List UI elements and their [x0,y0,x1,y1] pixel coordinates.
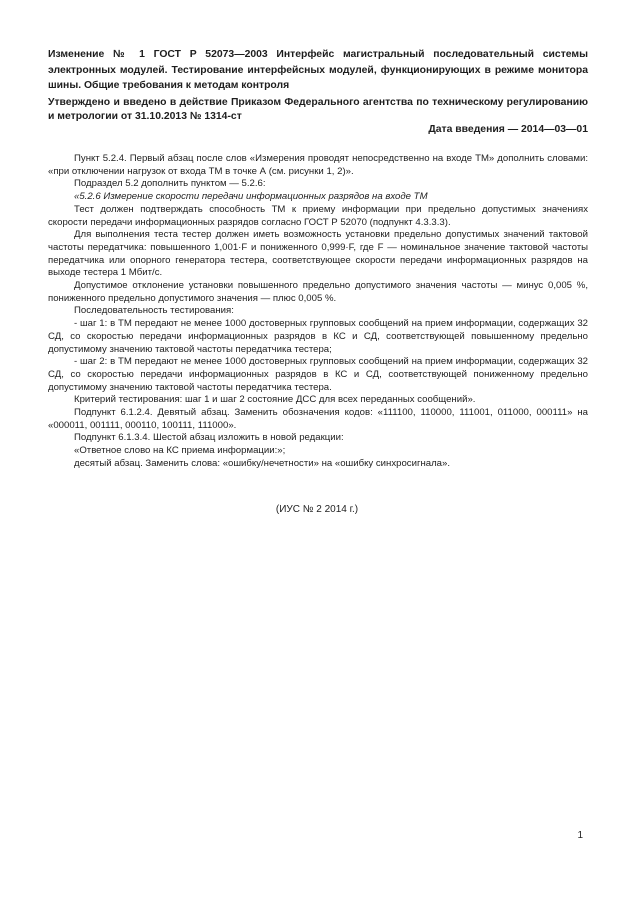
paragraph-6-1-2-4: Подпункт 6.1.2.4. Девятый абзац. Заменить обозначения кодов: «111100, 110000, 111001, 011000, 000111» на «000011, 001111, 000110, 100111, 111000». [48,407,588,431]
paragraph-test-criterion: Критерий тестирования: шаг 1 и шаг 2 состояние ДСС для всех переданных сообщений». [74,394,476,406]
approval-statement: Утверждено и введено в действие Приказом Федерального агентства по техническому регулированию и метрологии от 31.10.2013 № 1314-ст [48,97,588,122]
paragraph-5-2-4: Пункт 5.2.4. Первый абзац после слов «Измерения проводят непосредственно на входе ТМ» дополнить словами: «при отключении нагрузок от входа ТМ в точке А (см. рисунки 1, 2)». [48,153,588,177]
paragraph-tolerance: Допустимое отклонение установки повышенного предельно допустимого значения частоты — минус 0,005 %, пониженного предельно допустимого значения — плюс 0,005 %. [48,280,588,304]
paragraph-subsection-5-2: Подраздел 5.2 дополнить пунктом — 5.2.6: [74,178,266,190]
paragraph-step-2: - шаг 2: в ТМ передают не менее 1000 достоверных групповых сообщений на прием информации, содержащих 32 СД, со скоростью передачи информационных разрядов в КС и СД, соответствующей пониженному предельно допустимому значению тактовой частоты передатчика тестера. [48,356,588,393]
document-title: Изменение № 1 ГОСТ Р 52073—2003 Интерфейс магистральный последовательный системы электронных модулей. Тестирование интерфейсных модулей, функционирующих в режиме монитора шины. Общие требования к методам контроля [48,49,588,91]
effective-date: Дата введения — 2014—03—01 [428,124,588,135]
page-number: 1 [577,830,583,841]
paragraph-step-1: - шаг 1: в ТМ передают не менее 1000 достоверных групповых сообщений на прием информации, содержащих 32 СД, со скоростью передачи информационных разрядов в КС и СД, соответствующей повышенному предельно допустимому значению тактовой частоты передатчика тестера; [48,318,588,355]
paragraph-6-1-3-4: Подпункт 6.1.3.4. Шестой абзац изложить в новой редакции: [74,432,344,444]
paragraph-response-word: «Ответное слово на КС приема информации:»; [74,445,286,457]
paragraph-tenth-abzac: десятый абзац. Заменить слова: «ошибку/нечетности» на «ошибку синхросигнала». [74,457,451,469]
heading-5-2-6: «5.2.6 Измерение скорости передачи информационных разрядов на входе ТМ [74,191,428,203]
paragraph-sequence-heading: Последовательность тестирования: [74,305,234,317]
source-reference: (ИУС № 2 2014 г.) [275,504,359,515]
amendment-body [48,153,588,471]
paragraph-test-purpose: Тест должен подтверждать способность ТМ к приему информации при предельно допустимых значениях скорости передачи информационных разрядов согласно ГОСТ Р 52070 (подпункт 4.3.3.3). [48,203,588,228]
paragraph-tester-requirements: Для выполнения теста тестер должен иметь возможность установки предельно допустимых значений тактовой частоты передатчика: повышенного 1,001·F и пониженного 0,999·F, где F — номинальное значение тактовой частоты передатчика или опорного генератора тестера, соответствующее скорости передачи информационных разрядов на выходе тестера 1 Мбит/с. [48,229,588,279]
